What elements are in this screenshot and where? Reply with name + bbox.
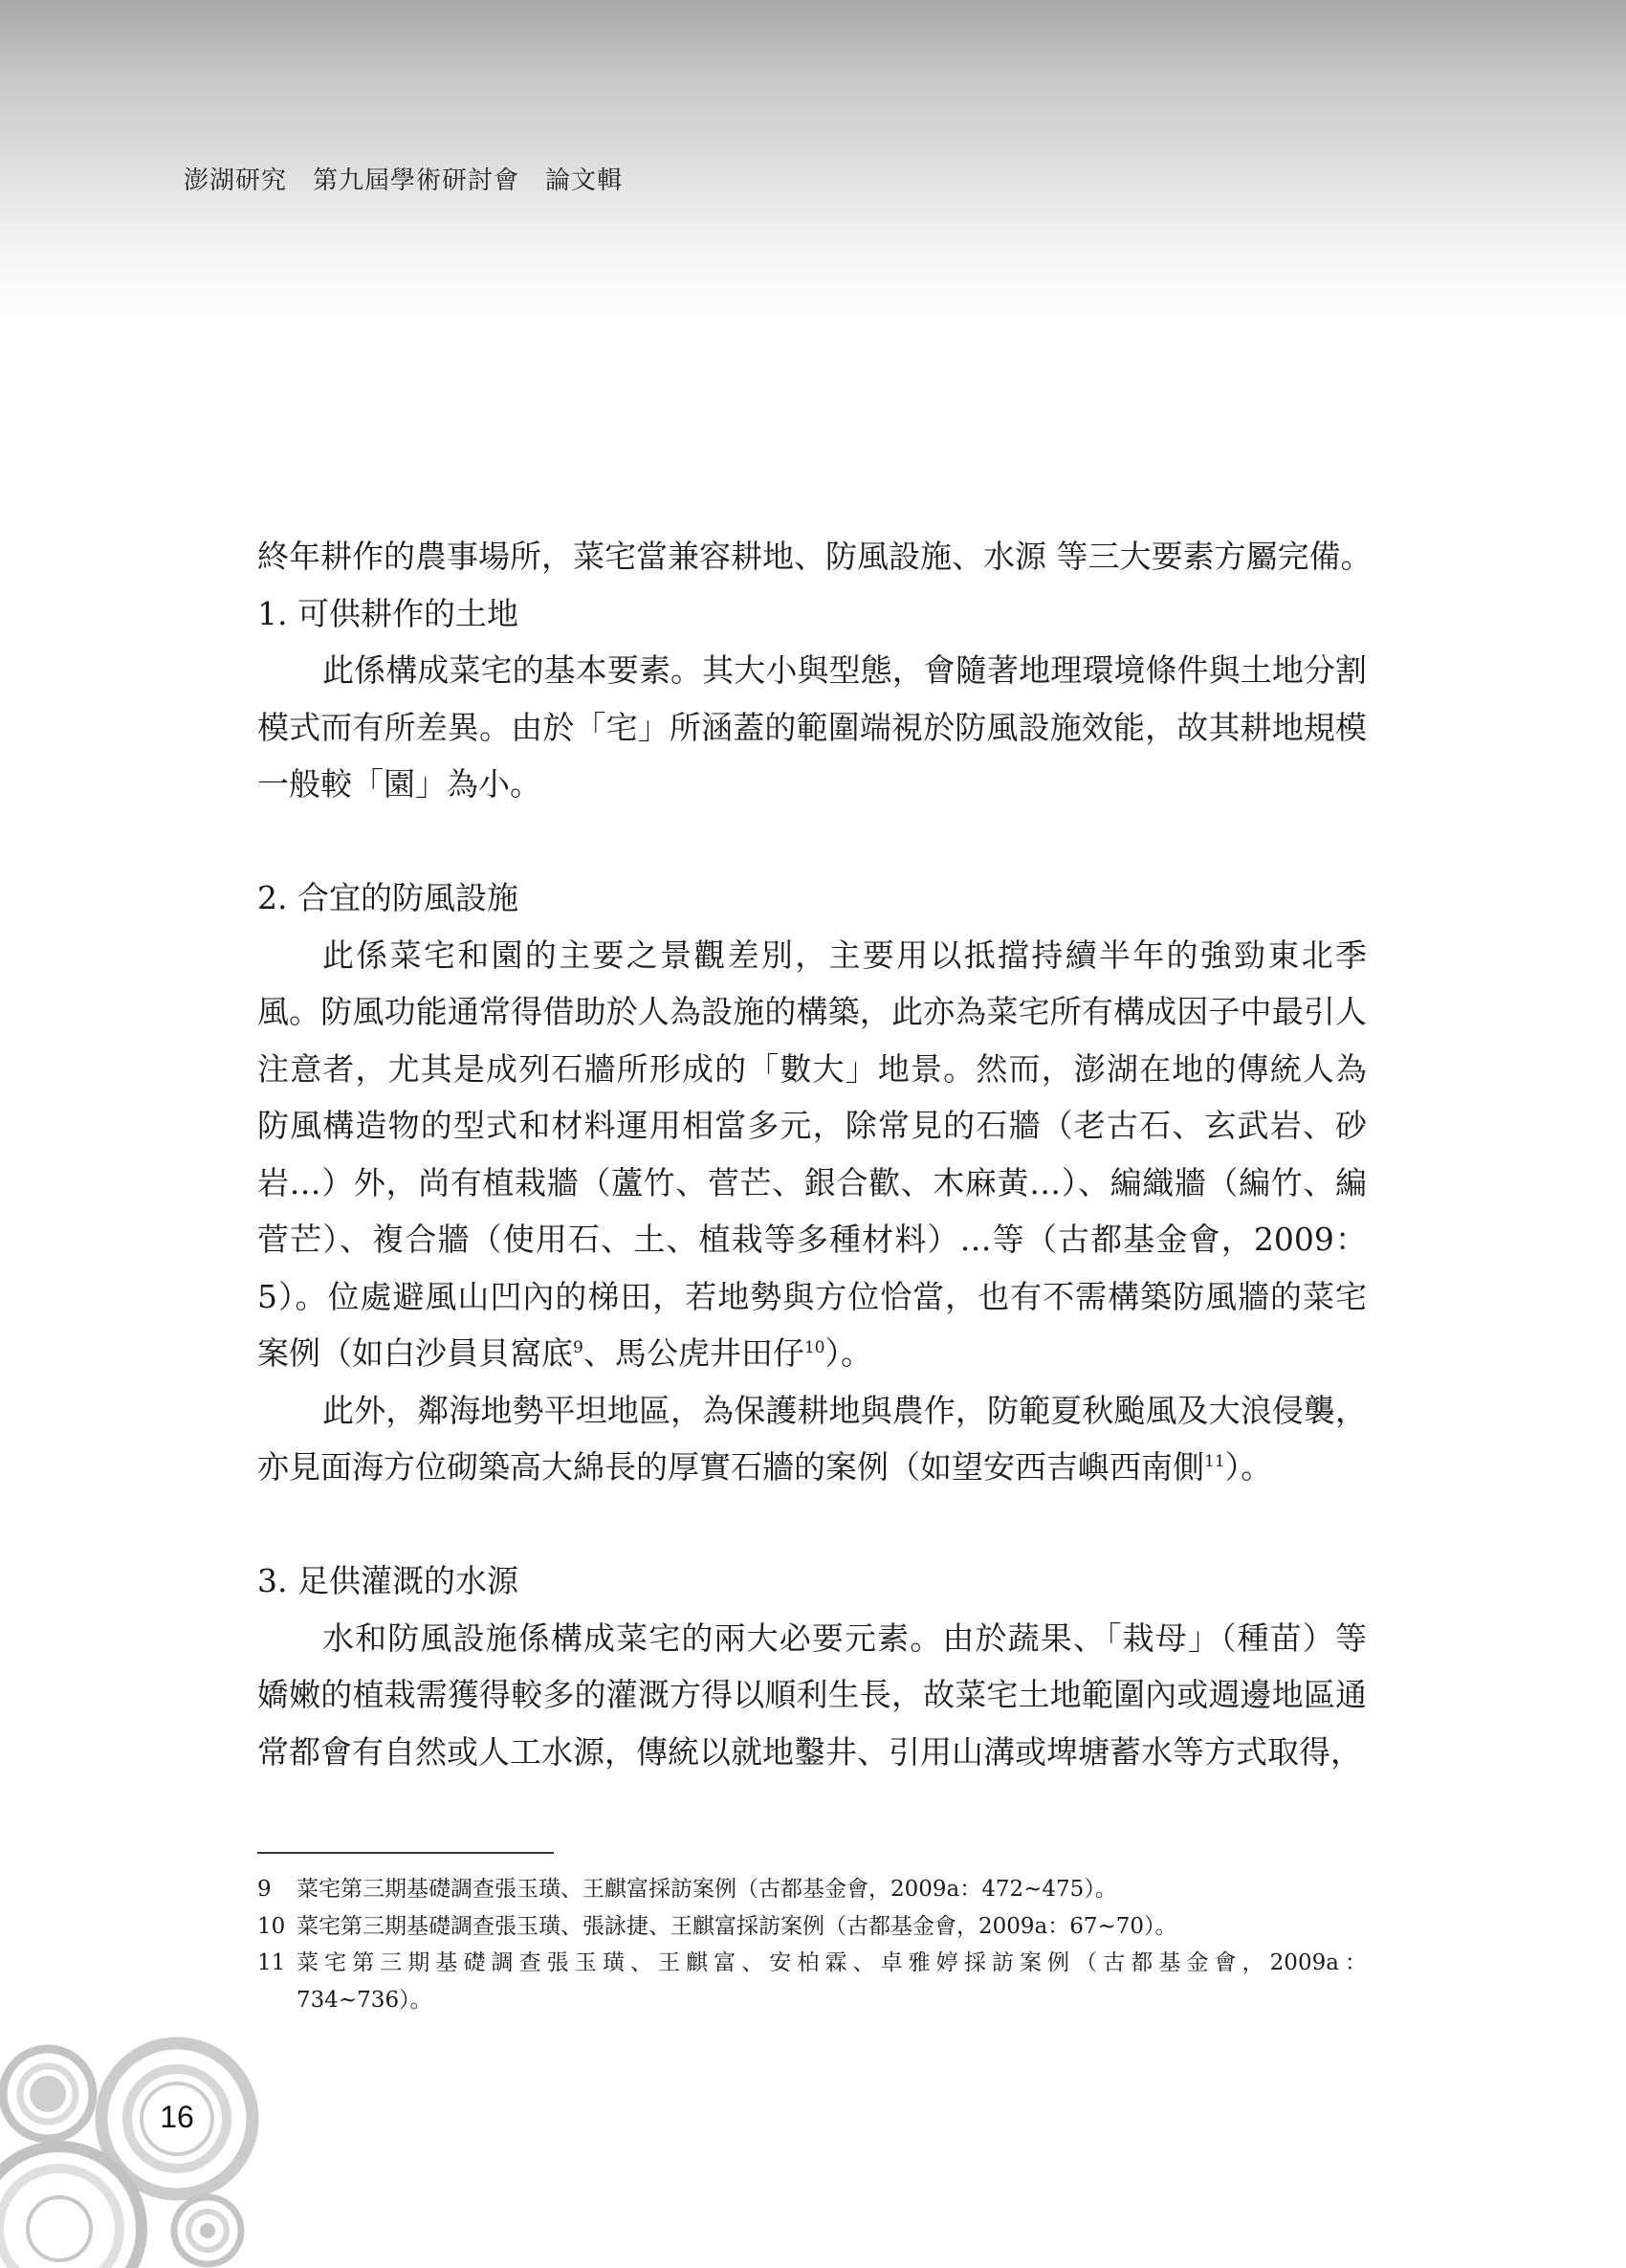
- footnote-number: 10: [257, 1913, 286, 1939]
- text-segment: 亦見面海方位砌築高大綿長的厚實石牆的案例（如望安西吉嶼西南側: [257, 1448, 1204, 1486]
- text-segment: ）。: [824, 1334, 872, 1372]
- footnote-text: 734~736）。: [297, 1987, 432, 2013]
- page-number: 16: [160, 2100, 194, 2134]
- paragraph-line: [257, 1439, 1367, 1496]
- running-head: 澎湖研究 第九屆學術研討會 論文輯: [184, 166, 624, 195]
- section-heading: 1. 可供耕作的土地: [257, 594, 518, 632]
- blank-line: [257, 813, 1367, 870]
- body-text: [257, 528, 1373, 1780]
- circle-small-top: [3, 2049, 93, 2139]
- footnotes: [257, 1871, 1367, 2018]
- section-heading: 2. 合宜的防風設施: [257, 879, 518, 916]
- text-segment: ）。: [1224, 1448, 1273, 1486]
- paragraph-line: 此外，鄰海地勢平坦地區，為保護耕地與農作，防範夏秋颱風及大浪侵襲，: [322, 1391, 1367, 1429]
- text-segment: 、馬公虎井田仔: [582, 1334, 804, 1372]
- paragraph-line: 嬌嫩的植栽需獲得較多的灌溉方得以順利生長，故菜宅土地範圍內或週邊地區通: [257, 1676, 1367, 1713]
- footnote: [257, 1871, 1367, 1908]
- section-heading: 3. 足供灌溉的水源: [257, 1562, 518, 1599]
- paragraph-line: 此係構成菜宅的基本要素。其大小與型態，會隨著地理環境條件與土地分割: [322, 651, 1367, 689]
- paragraph-line: 水和防風設施係構成菜宅的兩大必要元素。由於蔬果、「栽母」（種苗）等: [322, 1618, 1367, 1657]
- footnote: [257, 1982, 1367, 2019]
- footnote-number: 11: [257, 1950, 286, 1975]
- circle-small-bottom: [174, 2197, 241, 2264]
- paragraph-line: 5）。位處避風山凹內的梯田，若地勢與方位恰當，也有不需構築防風牆的菜宅: [257, 1277, 1367, 1315]
- blank-line: [257, 1496, 1367, 1553]
- footnote-reference[interactable]: 11: [1204, 1452, 1225, 1471]
- paragraph-line: 注意者，尤其是成列石牆所形成的「數大」地景。然而，澎湖在地的傳統人為: [257, 1049, 1367, 1088]
- concentric-circles-decoration: [0, 2009, 287, 2268]
- paragraph-line: 常都會有自然或人工水源，傳統以就地鑿井、引用山溝或埤塘蓄水等方式取得，: [257, 1732, 1362, 1771]
- footnote-text: 菜宅第三期基礎調查張玉璜、王麒富採訪案例（古都基金會，2009a：472~475）。: [297, 1877, 1117, 1902]
- paragraph-line: 防風構造物的型式和材料運用相當多元，除常見的石牆（老古石、玄武岩、砂: [257, 1107, 1367, 1144]
- footnote-number: 9: [257, 1877, 272, 1902]
- footnote-text: 菜宅第三期基礎調查張玉璜、張詠捷、王麒富採訪案例（古都基金會，2009a：67~70）。: [297, 1913, 1177, 1939]
- footnote: [257, 1908, 1367, 1946]
- paragraph-line: 此係菜宅和園的主要之景觀差別，主要用以抵擋持續半年的強勁東北季: [322, 936, 1367, 974]
- paragraph-line: 一般較「園」為小。: [257, 765, 541, 803]
- footnote-reference[interactable]: 10: [803, 1338, 825, 1357]
- paragraph-line: 岩…）外，尚有植栽牆（蘆竹、菅芒、銀合歡、木麻黃…）、編織牆（編竹、編: [257, 1163, 1367, 1201]
- footnote-divider: [257, 1852, 554, 1854]
- paragraph-line: 終年耕作的農事場所，菜宅當兼容耕地、防風設施、水源 等三大要素方屬完備。: [257, 538, 1373, 575]
- paragraph-line: 風。防風功能通常得借助於人為設施的構築，此亦為菜宅所有構成因子中最引人: [257, 993, 1367, 1030]
- paragraph-line: [257, 1325, 1367, 1382]
- paragraph-line: 模式而有所差異。由於「宅」所涵蓋的範圍端視於防風設施效能，故其耕地規模: [257, 708, 1367, 746]
- paragraph-line: 菅芒）、複合牆（使用石、土、植栽等多種材料）…等（古都基金會，2009：: [257, 1221, 1367, 1258]
- footnote: [257, 1945, 1367, 1982]
- footnote-reference[interactable]: 9: [573, 1338, 583, 1357]
- text-segment: 案例（如白沙員貝窩底: [257, 1334, 573, 1372]
- footnote-text: 菜宅第三期基礎調查張玉璜、王麒富、安柏霖、卓雅婷採訪案例（古都基金會，2009a：: [297, 1950, 1367, 1975]
